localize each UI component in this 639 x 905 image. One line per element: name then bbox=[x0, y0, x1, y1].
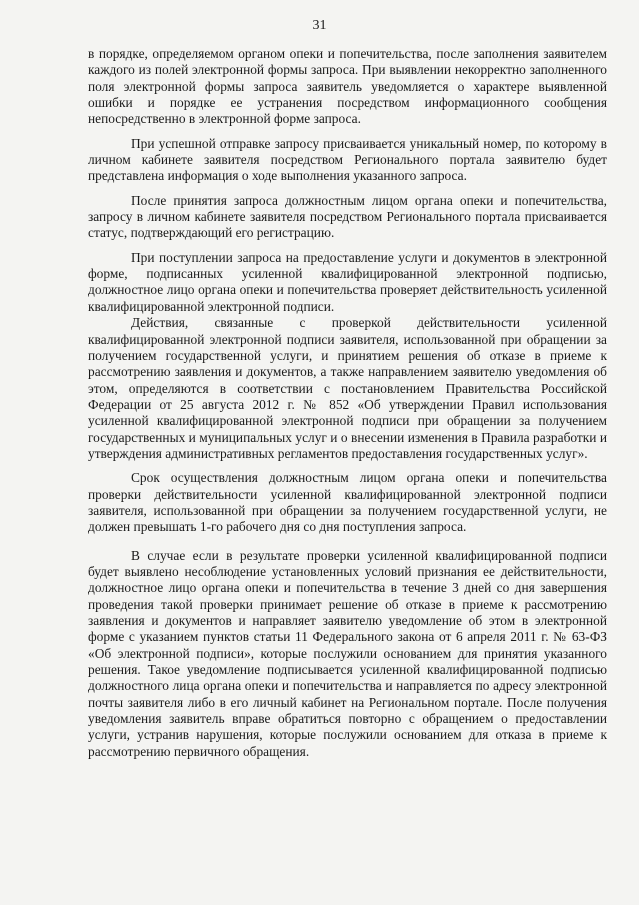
document-body bbox=[88, 46, 607, 760]
paragraph-3: После принятия запроса должностным лицом органа опеки и попечительства, запросу в личном кабинете заявителя посредством Регионального портала присваивается статус, подтверждающий его регистрацию. bbox=[88, 192, 607, 241]
paragraph-2: При успешной отправке запросу присваивается уникальный номер, по которому в личном кабинете заявителя посредством Регионального портала заявителю будет представлена информация о ходе выполнения указанного запроса. bbox=[88, 135, 607, 184]
paragraph-1: в порядке, определяемом органом опеки и попечительства, после заполнения заявителем каждого из полей электронной формы запроса. При выявлении некорректно заполненного поля электронной формы запроса заявитель уведомляется о характере выявленной ошибки и порядке ее устранения посредством информационного сообщения непосредственно в электронной форме запроса. bbox=[88, 46, 607, 127]
paragraph-7: В случае если в результате проверки усиленной квалифицированной подписи будет выявлено несоблюдение установленных условий признания ее действительности, должностное лицо органа опеки и попечительства в течение 3 дней со дня завершения проведения такой проверки принимает решение об отказе в приеме к рассмотрению заявления и документов и направляет заявителю уведомление об этом в электронной форме с указанием пунктов статьи 11 Федерального закона от 6 апреля 2011 г. № 63-ФЗ «Об электронной подписи», которые послужили основанием для принятия указанного решения. Такое уведомление подписывается усиленной квалифицированной подписью должностного лица органа опеки и попечительства и направляется по адресу электронной почты заявителя либо в его личный кабинет на Региональном портале. После получения уведомления заявитель вправе обратиться повторно с обращением о предоставлении услуги, устранив нарушения, которые послужили основанием для отказа в приеме к рассмотрению первичного обращения. bbox=[88, 547, 607, 759]
paragraph-6: Срок осуществления должностным лицом органа опеки и попечительства проверки действительности усиленной квалифицированной электронной подписи заявителя, использованной при обращении за получением государственной услуги, не должен превышать 1-го рабочего дня со дня поступления запроса. bbox=[88, 470, 607, 535]
page-number: 31 bbox=[312, 18, 327, 33]
paragraph-5: Действия, связанные с проверкой действительности усиленной квалифицированной электронной подписи заявителя, использованной при обращении за получением государственной услуги, и принятием решения об отказе в приеме к рассмотрению заявления и документов, а также направлением заявителю уведомления об этом, определяются в соответствии с постановлением Правительства Российской Федерации от 25 августа 2012 г. № 852 «Об утверждении Правил использования усиленной квалифицированной электронной подписи при обращении за получением государственных и муниципальных услуг и о внесении изменения в Правила разработки и утверждения административных регламентов предоставления государственных услуг». bbox=[88, 315, 607, 461]
paragraph-4: При поступлении запроса на предоставление услуги и документов в электронной форме, подписанных усиленной квалифицированной электронной подписью, должностное лицо органа опеки и попечительства проверяет действительность усиленной квалифицированной электронной подписи. bbox=[88, 249, 607, 314]
